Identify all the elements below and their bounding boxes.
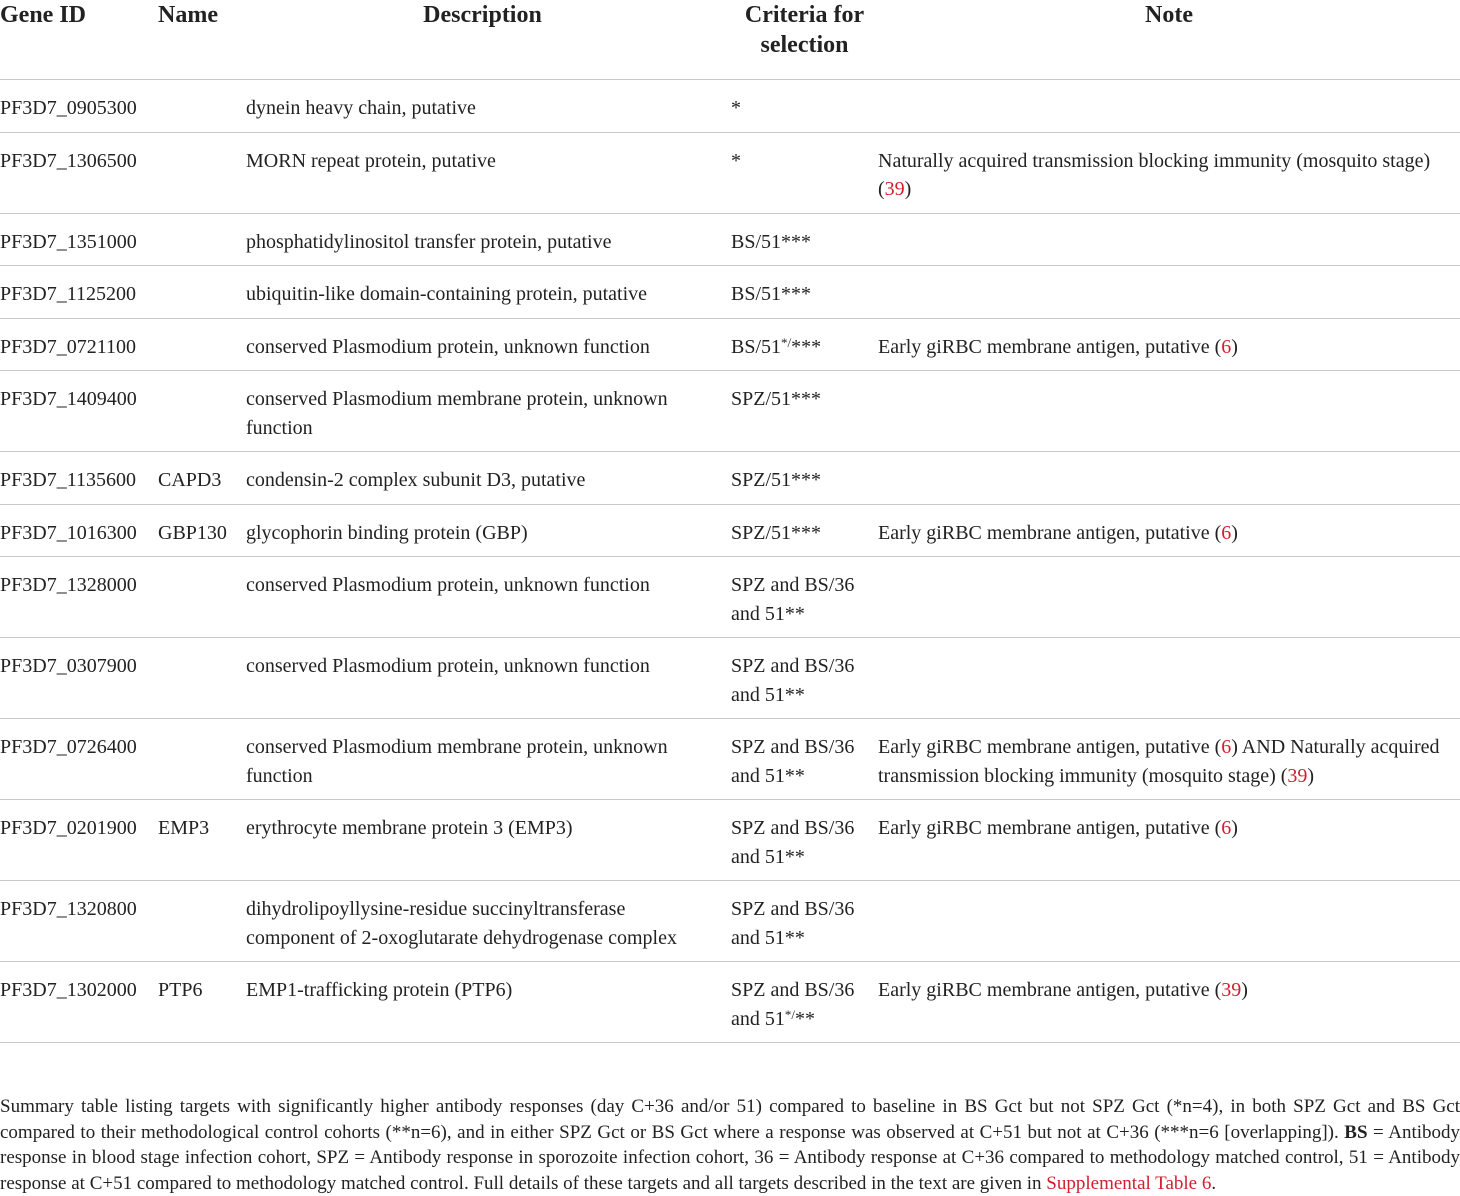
table-row bbox=[0, 800, 1460, 881]
cell-name bbox=[158, 213, 246, 266]
criteria-text: BS/51*** bbox=[731, 230, 812, 253]
cell-gene-id: PF3D7_1016300 bbox=[0, 504, 158, 557]
cell-description: conserved Plasmodium protein, unknown function bbox=[246, 557, 731, 638]
cell-gene-id: PF3D7_1351000 bbox=[0, 213, 158, 266]
table-row bbox=[0, 504, 1460, 557]
cell-criteria bbox=[731, 719, 878, 800]
cell-note bbox=[878, 962, 1460, 1043]
cell-criteria bbox=[731, 213, 878, 266]
cell-description: EMP1-trafficking protein (PTP6) bbox=[246, 962, 731, 1043]
cell-description: MORN repeat protein, putative bbox=[246, 132, 731, 213]
cell-description: condensin-2 complex subunit D3, putative bbox=[246, 452, 731, 505]
cell-note bbox=[878, 557, 1460, 638]
note-reference-link[interactable]: 39 bbox=[1221, 979, 1242, 1001]
cell-criteria bbox=[731, 638, 878, 719]
table-row bbox=[0, 881, 1460, 962]
cell-gene-id: PF3D7_0726400 bbox=[0, 719, 158, 800]
cell-gene-id: PF3D7_1125200 bbox=[0, 266, 158, 319]
criteria-text: SPZ and BS/36 and 51** bbox=[731, 898, 855, 949]
cell-name bbox=[158, 557, 246, 638]
header-name: Name bbox=[158, 0, 246, 80]
cell-criteria bbox=[731, 557, 878, 638]
criteria-text: BS/51*** bbox=[731, 283, 812, 305]
note-text: Early giRBC membrane antigen, putative ( bbox=[878, 817, 1222, 839]
note-text: Early giRBC membrane antigen, putative ( bbox=[878, 979, 1222, 1001]
criteria-end: *** bbox=[791, 335, 822, 358]
criteria-text: SPZ and BS/36 and 51 bbox=[731, 979, 855, 1030]
table-body bbox=[0, 80, 1460, 1043]
cell-name bbox=[158, 132, 246, 213]
note-reference-link[interactable]: 39 bbox=[884, 178, 905, 200]
supplemental-table-link[interactable]: Supplemental Table 6 bbox=[1046, 1172, 1212, 1194]
cell-description: phosphatidylinositol transfer protein, putative bbox=[246, 213, 731, 266]
table-row bbox=[0, 719, 1460, 800]
cell-gene-id: PF3D7_0905300 bbox=[0, 80, 158, 133]
table-row bbox=[0, 371, 1460, 452]
note-reference-link[interactable]: 39 bbox=[1287, 764, 1308, 787]
criteria-text: BS/51 bbox=[731, 335, 782, 358]
cell-criteria bbox=[731, 800, 878, 881]
cell-note bbox=[878, 266, 1460, 319]
caption-text-3: . bbox=[1211, 1172, 1217, 1194]
cell-gene-id: PF3D7_1135600 bbox=[0, 452, 158, 505]
criteria-text: SPZ and BS/36 and 51** bbox=[731, 655, 855, 706]
cell-criteria bbox=[731, 132, 878, 213]
cell-description: conserved Plasmodium membrane protein, unknown function bbox=[246, 371, 731, 452]
cell-note bbox=[878, 719, 1460, 800]
criteria-end: ** bbox=[795, 1007, 816, 1030]
cell-description: dynein heavy chain, putative bbox=[246, 80, 731, 133]
cell-name bbox=[158, 371, 246, 452]
cell-gene-id: PF3D7_1320800 bbox=[0, 881, 158, 962]
cell-description: dihydrolipoyllysine-residue succinyltransferase component of 2-oxoglutarate dehydrogenase complex bbox=[246, 881, 731, 962]
table-row bbox=[0, 318, 1460, 371]
note-reference-link[interactable]: 6 bbox=[1221, 736, 1232, 758]
header-note: Note bbox=[878, 0, 1460, 80]
table-row bbox=[0, 962, 1460, 1043]
cell-note bbox=[878, 132, 1460, 213]
cell-criteria bbox=[731, 962, 878, 1043]
cell-description: ubiquitin-like domain-containing protein, putative bbox=[246, 266, 731, 319]
table-row bbox=[0, 557, 1460, 638]
note-text: ) bbox=[1231, 335, 1238, 358]
header-description: Description bbox=[246, 0, 731, 80]
criteria-text: SPZ/51*** bbox=[731, 521, 822, 544]
cell-description: conserved Plasmodium protein, unknown function bbox=[246, 638, 731, 719]
cell-note bbox=[878, 371, 1460, 452]
criteria-text: SPZ and BS/36 and 51** bbox=[731, 817, 855, 868]
note-text: ) bbox=[1231, 521, 1238, 544]
cell-name: CAPD3 bbox=[158, 452, 246, 505]
note-reference-link[interactable]: 6 bbox=[1221, 521, 1232, 544]
cell-name bbox=[158, 719, 246, 800]
note-text: ) bbox=[1231, 817, 1238, 839]
cell-gene-id: PF3D7_1328000 bbox=[0, 557, 158, 638]
table-row bbox=[0, 80, 1460, 133]
header-gene-id: Gene ID bbox=[0, 0, 158, 80]
criteria-text: SPZ/51*** bbox=[731, 388, 822, 410]
cell-name bbox=[158, 80, 246, 133]
cell-name: PTP6 bbox=[158, 962, 246, 1043]
cell-name bbox=[158, 266, 246, 319]
table-row bbox=[0, 638, 1460, 719]
cell-name: EMP3 bbox=[158, 800, 246, 881]
caption-bold-bs: BS bbox=[1344, 1121, 1368, 1143]
cell-criteria bbox=[731, 371, 878, 452]
table-header-row bbox=[0, 0, 1460, 80]
cell-note bbox=[878, 213, 1460, 266]
cell-criteria bbox=[731, 881, 878, 962]
cell-note bbox=[878, 800, 1460, 881]
cell-name bbox=[158, 318, 246, 371]
cell-name: GBP130 bbox=[158, 504, 246, 557]
note-text: ) bbox=[1241, 979, 1248, 1001]
cell-name bbox=[158, 638, 246, 719]
cell-gene-id: PF3D7_0307900 bbox=[0, 638, 158, 719]
table-row bbox=[0, 266, 1460, 319]
caption-text-2: = Antibody response in blood stage infection cohort, SPZ = Antibody response in sporozoite infection cohort, 36 = Antibody response at C+36 compared to methodology matched control, 51 = Antibody response at C+51 compared to methodology matched control. Full details of these targets and all targets described in the text are given in bbox=[0, 1121, 1460, 1194]
table-row bbox=[0, 213, 1460, 266]
note-text: Early giRBC membrane antigen, putative ( bbox=[878, 335, 1222, 358]
table-row bbox=[0, 132, 1460, 213]
cell-gene-id: PF3D7_1409400 bbox=[0, 371, 158, 452]
cell-note bbox=[878, 452, 1460, 505]
cell-note bbox=[878, 504, 1460, 557]
note-reference-link[interactable]: 6 bbox=[1221, 335, 1232, 358]
cell-gene-id: PF3D7_0721100 bbox=[0, 318, 158, 371]
criteria-text: SPZ and BS/36 and 51** bbox=[731, 574, 855, 625]
cell-note bbox=[878, 638, 1460, 719]
table-caption bbox=[0, 1094, 1460, 1196]
criteria-superscript: */ bbox=[781, 334, 792, 350]
cell-description: conserved Plasmodium protein, unknown function bbox=[246, 318, 731, 371]
cell-name bbox=[158, 881, 246, 962]
cell-criteria bbox=[731, 318, 878, 371]
cell-note bbox=[878, 881, 1460, 962]
header-criteria: Criteria for selection bbox=[731, 0, 878, 80]
cell-description: erythrocyte membrane protein 3 (EMP3) bbox=[246, 800, 731, 881]
criteria-text: * bbox=[731, 149, 741, 172]
cell-gene-id: PF3D7_1306500 bbox=[0, 132, 158, 213]
note-reference-link[interactable]: 6 bbox=[1221, 817, 1232, 839]
cell-criteria bbox=[731, 266, 878, 319]
cell-description: glycophorin binding protein (GBP) bbox=[246, 504, 731, 557]
cell-gene-id: PF3D7_1302000 bbox=[0, 962, 158, 1043]
note-text: ) bbox=[904, 178, 912, 200]
table-row bbox=[0, 452, 1460, 505]
note-text: ) AND Naturally acquired transmission blocking immunity (mosquito stage) ( bbox=[878, 736, 1440, 787]
cell-note bbox=[878, 80, 1460, 133]
note-text: Early giRBC membrane antigen, putative ( bbox=[878, 736, 1222, 758]
criteria-superscript: */ bbox=[784, 1006, 796, 1022]
cell-criteria bbox=[731, 452, 878, 505]
cell-note bbox=[878, 318, 1460, 371]
note-text: ) bbox=[1307, 764, 1315, 787]
cell-description: conserved Plasmodium membrane protein, unknown function bbox=[246, 719, 731, 800]
criteria-text: SPZ and BS/36 and 51** bbox=[731, 736, 855, 787]
note-text: Naturally acquired transmission blocking immunity (mosquito stage) ( bbox=[878, 149, 1431, 200]
cell-criteria bbox=[731, 504, 878, 557]
criteria-text: * bbox=[731, 97, 741, 119]
cell-gene-id: PF3D7_0201900 bbox=[0, 800, 158, 881]
note-text: Early giRBC membrane antigen, putative ( bbox=[878, 521, 1222, 544]
caption-text-1: Summary table listing targets with significantly higher antibody responses (day C+36 and/or 51) compared to baseline in BS Gct but not SPZ Gct (*n=4), in both SPZ Gct and BS Gct compared to their methodological control cohorts (**n=6), and in either SPZ Gct or BS Gct where a response was observed at C+51 but not at C+36 (***n=6 [overlapping]). bbox=[0, 1096, 1460, 1143]
criteria-text: SPZ/51*** bbox=[731, 469, 822, 491]
cell-criteria bbox=[731, 80, 878, 133]
